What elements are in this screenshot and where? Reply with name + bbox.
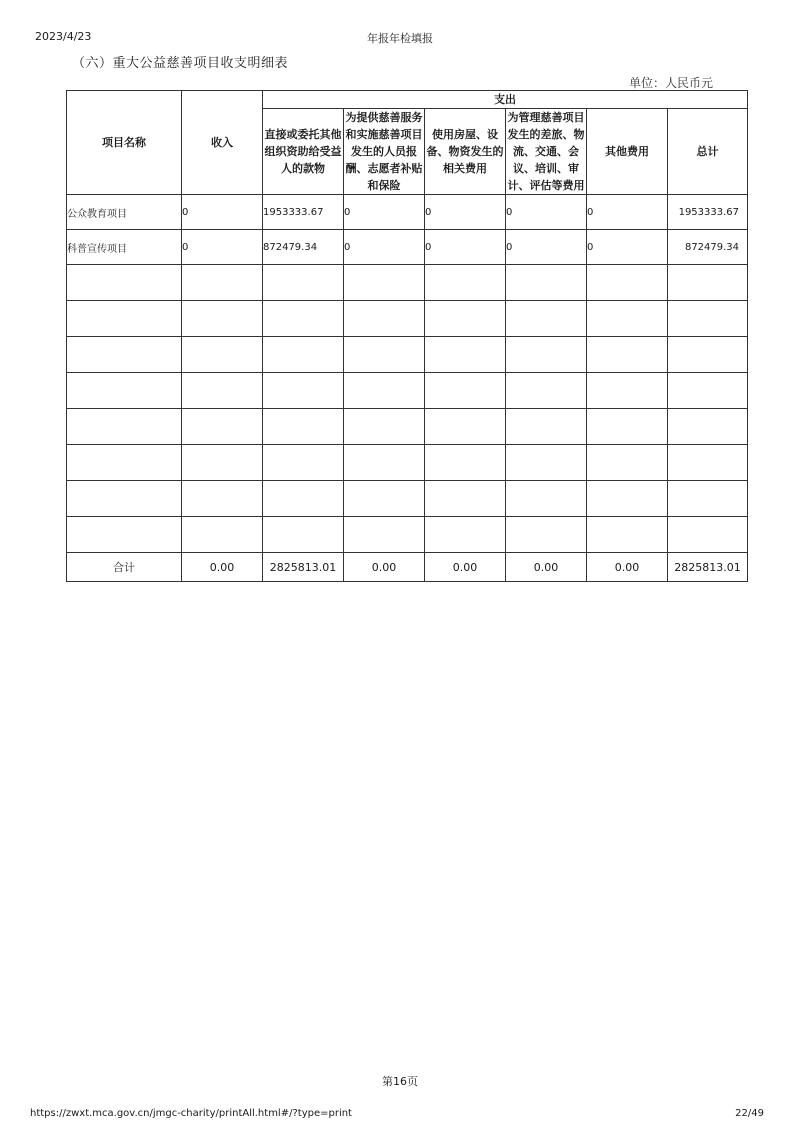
total-cell: 872479.34 [668, 230, 748, 265]
print-header-title: 年报年检填报 [367, 32, 433, 45]
page-number: 第16页 [382, 1075, 418, 1088]
header-direct-funding: 直接或委托其他组织资助给受益人的款物 [263, 109, 344, 195]
totals-facility: 0.00 [425, 553, 506, 582]
print-date: 2023/4/23 [35, 30, 92, 43]
header-expense-group: 支出 [263, 91, 748, 109]
totals-direct: 2825813.01 [263, 553, 344, 582]
total-cell: 1953333.67 [668, 195, 748, 230]
totals-income: 0.00 [182, 553, 263, 582]
header-income: 收入 [182, 91, 263, 195]
header-total: 总计 [668, 109, 748, 195]
empty-row [67, 517, 748, 553]
empty-row [67, 337, 748, 373]
staff-cell: 0 [344, 195, 425, 230]
project-income-expense-table [66, 90, 748, 582]
empty-row [67, 445, 748, 481]
other-cell: 0 [587, 230, 668, 265]
project-name-cell: 科普宣传项目 [67, 230, 182, 265]
table-row [67, 230, 748, 265]
totals-staff: 0.00 [344, 553, 425, 582]
empty-row [67, 481, 748, 517]
header-management-costs: 为管理慈善项目发生的差旅、物流、交通、会议、培训、审计、评估等费用 [506, 109, 587, 195]
income-cell: 0 [182, 230, 263, 265]
empty-row [67, 373, 748, 409]
manage-cell: 0 [506, 230, 587, 265]
empty-row [67, 301, 748, 337]
empty-row [67, 265, 748, 301]
direct-cell: 1953333.67 [263, 195, 344, 230]
project-name-cell: 公众教育项目 [67, 195, 182, 230]
facility-cell: 0 [425, 195, 506, 230]
direct-cell: 872479.34 [263, 230, 344, 265]
print-url: https://zwxt.mca.gov.cn/jmgc-charity/printAll.html#/?type=print [30, 1108, 352, 1119]
other-cell: 0 [587, 195, 668, 230]
empty-row [67, 409, 748, 445]
print-page-count: 22/49 [735, 1108, 764, 1119]
section-title: （六）重大公益慈善项目收支明细表 [72, 56, 289, 71]
header-other-costs: 其他费用 [587, 109, 668, 195]
header-staff-compensation: 为提供慈善服务和实施慈善项目发生的人员报酬、志愿者补贴和保险 [344, 109, 425, 195]
table-row [67, 195, 748, 230]
header-project-name: 项目名称 [67, 91, 182, 195]
totals-manage: 0.00 [506, 553, 587, 582]
manage-cell: 0 [506, 195, 587, 230]
staff-cell: 0 [344, 230, 425, 265]
totals-other: 0.00 [587, 553, 668, 582]
income-cell: 0 [182, 195, 263, 230]
facility-cell: 0 [425, 230, 506, 265]
totals-label: 合计 [67, 553, 182, 582]
totals-row [67, 553, 748, 582]
totals-total: 2825813.01 [668, 553, 748, 582]
header-facility-costs: 使用房屋、设备、物资发生的相关费用 [425, 109, 506, 195]
unit-label: 单位：人民币元 [628, 76, 713, 90]
